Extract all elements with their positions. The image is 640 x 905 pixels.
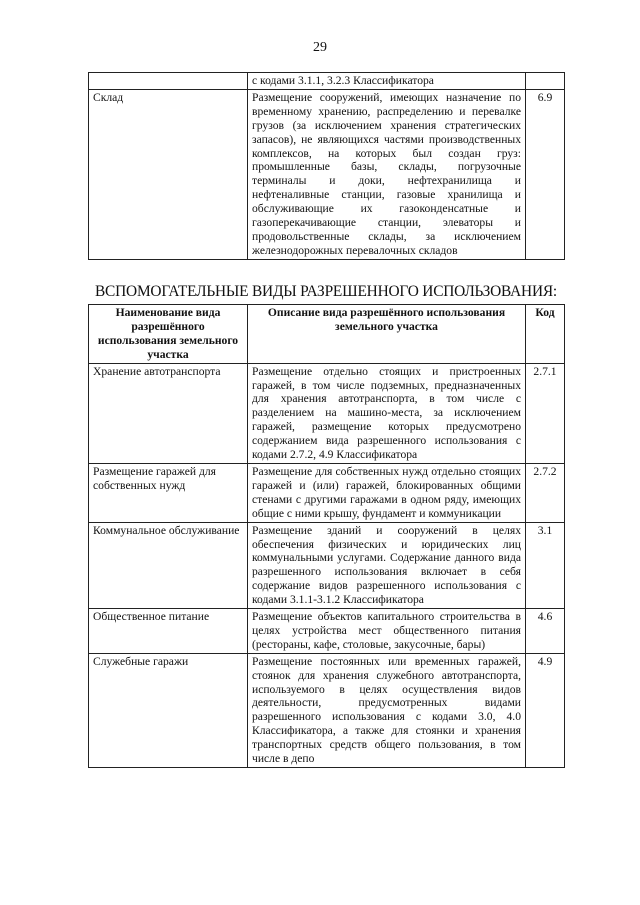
use-description-cell: Размещение для собственных нужд отдельно стоящих гаражей и (или) гаражей, блокированных общими стенами с другими гаражами в одном ряду, имеющих общие с ними крышу, фундамент и коммуникации (248, 463, 526, 522)
use-description-cell: Размещение зданий и сооружений в целях обеспечения физических и юридических лиц коммунальными услугами. Содержание данного вида разрешенного использования включает в себя содержание видов разрешенного использования с кодами 3.1.1-3.1.2 Классификатора (248, 522, 526, 608)
use-name-cell: Размещение гаражей для собственных нужд (89, 463, 248, 522)
use-description-cell: с кодами 3.1.1, 3.2.3 Классификатора (248, 73, 526, 90)
table-row (89, 73, 565, 90)
table-header-row (89, 305, 565, 364)
use-description-cell: Размещение объектов капитального строительства в целях устройства мест общественного питания (рестораны, кафе, столовые, закусочные, бары) (248, 609, 526, 654)
page-number: 29 (313, 40, 327, 55)
use-name-cell: Служебные гаражи (89, 653, 248, 767)
table-row (89, 363, 565, 463)
use-code-cell: 2.7.2 (526, 463, 565, 522)
use-description-cell: Размещение сооружений, имеющих назначение по временному хранению, распределению и перевалке грузов (за исключением хранения стратегических запасов), не являющихся частями производственных комплексов, на которых был создан груз: промышленные базы, склады, погрузочные терминалы и доки, нефтехранилища и нефтеналивные станции, газовые хранилища и обслуживающие их газоконденсатные и газоперекачивающие станции, элеваторы и продовольственные склады, за исключением железнодорожных перевалочных складов (248, 89, 526, 259)
use-name-cell: Склад (89, 89, 248, 259)
use-code-cell: 2.7.1 (526, 363, 565, 463)
table-row (89, 653, 565, 767)
use-name-cell: Коммунальное обслуживание (89, 522, 248, 608)
header-name: Наименование вида разрешённого использования земельного участка (89, 305, 248, 364)
header-code: Код (526, 305, 565, 364)
use-code-cell: 3.1 (526, 522, 565, 608)
use-name-cell: Общественное питание (89, 609, 248, 654)
use-name-cell: Хранение автотранспорта (89, 363, 248, 463)
use-code-cell: 4.6 (526, 609, 565, 654)
table-row (89, 522, 565, 608)
table-row (89, 463, 565, 522)
continuation-table (88, 72, 565, 260)
section-title: ВСПОМОГАТЕЛЬНЫЕ ВИДЫ РАЗРЕШЕННОГО ИСПОЛЬЗОВАНИЯ: (94, 283, 558, 300)
auxiliary-uses-table (88, 304, 565, 768)
use-code-cell: 4.9 (526, 653, 565, 767)
use-code-cell (526, 73, 565, 90)
use-code-cell: 6.9 (526, 89, 565, 259)
use-description-cell: Размещение постоянных или временных гаражей, стоянок для хранения служебного автотранспорта, используемого в целях осуществления видов деятельности, предусмотренных видами разрешенного использования с кодами 3.0, 4.0 Классификатора, а также для стоянки и хранения транспортных средств общего пользования, в том числе в депо (248, 653, 526, 767)
use-name-cell (89, 73, 248, 90)
table-row (89, 609, 565, 654)
table-row (89, 89, 565, 259)
header-description: Описание вида разрешённого использования земельного участка (248, 305, 526, 364)
use-description-cell: Размещение отдельно стоящих и пристроенных гаражей, в том числе подземных, предназначенных для хранения автотранспорта, в том числе с разделением на машино-места, за исключением гаражей, размещение которых предусмотрено содержанием вида разрешенного использования с кодами 2.7.2, 4.9 Классификатора (248, 363, 526, 463)
